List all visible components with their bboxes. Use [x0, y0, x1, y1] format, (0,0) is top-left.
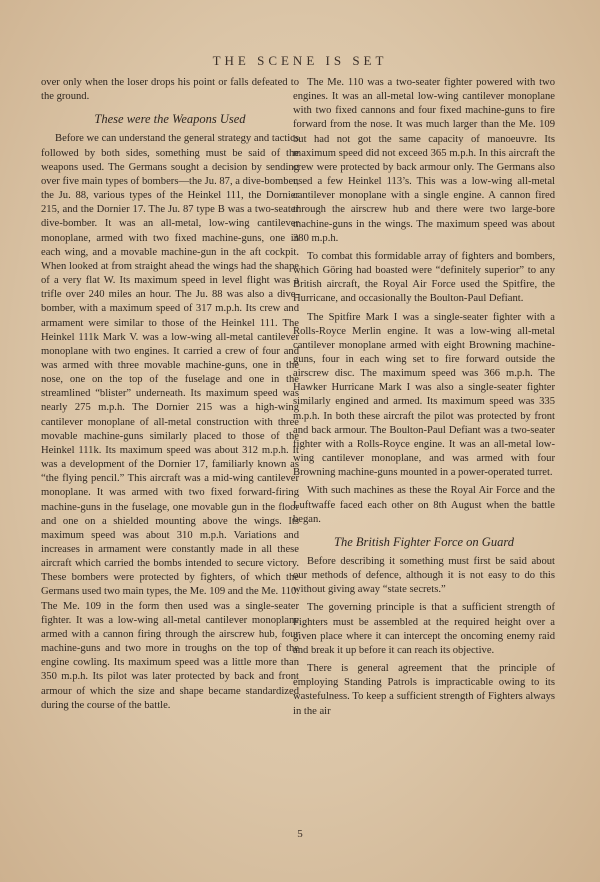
right-column: [293, 76, 555, 723]
left-column: [41, 76, 299, 717]
paragraph: Before describing it something must first be said about our methods of defence, although it is not easy to do this without giving away “state secrets.”: [293, 556, 555, 596]
paragraph: With such machines as these the Royal Air Force and the Luftwaffe faced each other on 8th August when the battle began.: [293, 485, 555, 525]
paragraph: over only when the loser drops his point or falls defeated to the ground.: [41, 77, 299, 103]
paragraph: The Spitfire Mark I was a single-seater fighter with a Rolls-Royce Merlin engine. It was a low-wing all-metal cantilever monoplane armed with eight Browning machine-guns, four in each wing set to fire forward outside the airscrew disc. The maximum speed was 366 m.p.h. The Hawker Hurricane Mark I was also a single-seater fighter similarly engined and armed. Its maximum speed was 335 m.p.h. In both these aircraft the pilot was protected by front and back armour. The Boulton-Paul Defiant was a two-seater fighter with a Rolls-Royce engine. It was an all-metal low-wing cantilever monoplane, and was armed with four Browning machine-guns mounted in a power-operated turret.: [293, 311, 555, 479]
paragraph: The Me. 110 was a two-seater fighter powered with two engines. It was an all-metal low-wing cantilever monoplane with two fixed cannons and four fixed machine-guns to fire forward from the nose. It was much larger than the Me. 109 but had not got the same capacity of manoeuvre. Its maximum speed did not exceed 365 m.p.h. In this aircraft the crew were protected by back armour only. The Germans also used a few Heinkel 113’s. This was a low-wing all-metal cantilever monoplane with a single engine. A cannon fired through the airscrew hub and there were two large-bore machine-guns in the wings. The maximum speed was about 380 m.p.h.: [293, 77, 555, 244]
paragraph: The governing principle is that a sufficient strength of Fighters must be assembled at the required height over a given place where it can intercept the oncoming enemy raid and break it up before it can reach its objective.: [293, 602, 555, 656]
paragraph: Before we can understand the general strategy and tactics followed by both sides, something must be said of the weapons used. The Germans sought a decision by sending over five main types of bombers—the Ju. 87, a dive-bomber, the Ju. 88, various types of the Heinkel 111, the Dornier 215, and the Dornier 17. The Ju. 87 type B was a two-seater dive-bomber. It was an all-metal, low-wing cantilever monoplane, armed with two fixed machine-guns, one in each wing, and a movable machine-gun in the aft cockpit. When looked at from straight ahead the wings had the shape of a very flat W. Its maximum speed in level flight was a trifle over 240 miles an hour. The Ju. 88 was also a dive-bomber, with a maximum speed of 317 m.p.h. Its crew and armament were similar to those of the Heinkel 111. The Heinkel 111k Mark V. was a low-wing all-metal cantilever monoplane with two engines. It carried a crew of four and was armed with three movable machine-guns, one in the nose, one on the top of the fuselage and one in the streamlined “blister” underneath. Its maximum speed was nearly 275 m.p.h. The Dornier 215 was a high-wing cantilever monoplane of all-metal construction with three movable machine-guns similarly placed to those of the Heinkel 111k. Its maximum speed was about 312 m.p.h. It was a development of the Dornier 17, familiarly known as “the flying pencil.” This aircraft was a mid-wing cantilever monoplane. It was armed with two fixed forward-firing machine-guns in the fuselage, one movable gun in the floor and one on a shielded mounting above the wings. Its maximum speed was about 310 m.p.h. Variations and increases in armament were constantly made in all these aircraft which carried the bombs intended to secure victory. These bombers were protected by fighters, of which the Germans used two main types, the Me. 109 and the Me. 110. The Me. 109 in the form then used was a single-seater fighter. It was a low-wing all-metal cantilever monoplane armed with a cannon firing through the airscrew hub, four machine-guns and two more in troughs on the top of the engine cowling. Its maximum speed was a little more than 350 m.p.h. Its pilot was later protected by back and front armour of which the size and shape became standardized during the course of the battle.: [41, 133, 299, 711]
section-heading: The British Fighter Force on Guard: [334, 534, 514, 549]
section-heading: These were the Weapons Used: [94, 112, 246, 127]
page-number: 5: [297, 828, 303, 840]
paragraph: There is general agreement that the principle of employing Standing Patrols is impracticable owing to its wastefulness. To keep a sufficient strength of Fighters always in the air: [293, 663, 555, 717]
running-header: THE SCENE IS SET: [212, 53, 388, 68]
paragraph: To combat this formidable array of fighters and bombers, which Göring had boasted were “definitely superior” to any British aircraft, the Royal Air Force used the Spitfire, the Hurricane, and occasionally the Boulton-Paul Defiant.: [293, 250, 555, 305]
